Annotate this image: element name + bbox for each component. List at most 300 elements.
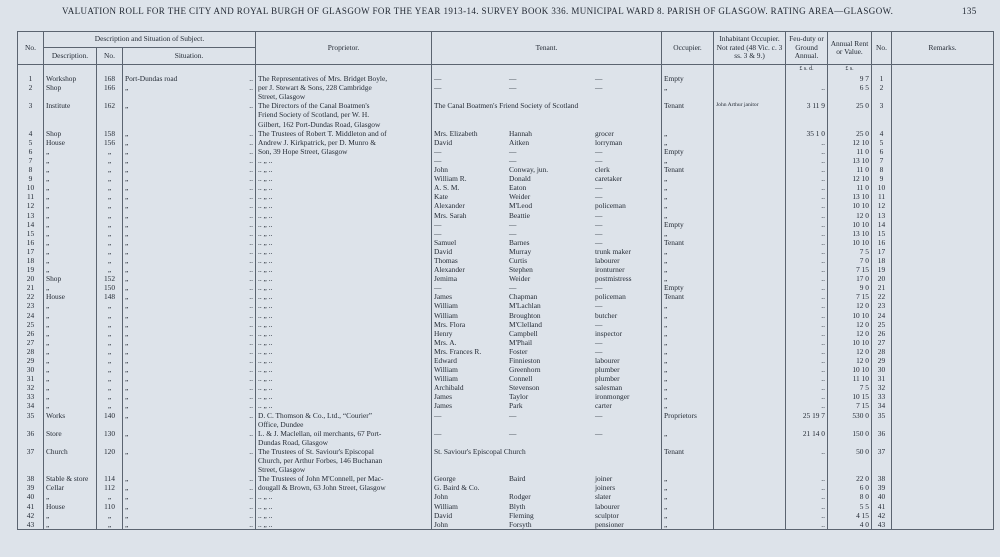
inhabitant-occupier-cell (714, 283, 786, 292)
street-number (97, 120, 123, 129)
entry-number: 17 (18, 247, 44, 256)
table-row (18, 211, 994, 220)
street-number (97, 110, 123, 119)
occupier-cell (662, 456, 714, 465)
entry-number-right: 36 (872, 429, 892, 438)
feu-duty-cell (786, 183, 828, 192)
table-row (18, 438, 994, 447)
proprietor-cell (256, 174, 432, 183)
tenant-surname: Weider (509, 274, 531, 284)
entry-number-right: 3 (872, 101, 892, 110)
tenant-cell (432, 265, 662, 274)
tenant-forename: Mrs. Sarah (434, 210, 467, 220)
leader-dots: .. (268, 319, 273, 329)
table-row (18, 429, 994, 438)
inhabitant-occupier-cell (714, 247, 786, 256)
street-number: „ (97, 147, 123, 156)
leader-dots: .. (249, 228, 253, 238)
tenant-cell (432, 465, 662, 474)
remarks-cell (892, 465, 994, 474)
tenant-forename: — (434, 155, 442, 165)
situation-cell (123, 511, 256, 520)
entry-number: 28 (18, 347, 44, 356)
leader-dots: .. (821, 246, 825, 256)
tenant-forename: G. Baird & Co. (434, 483, 480, 493)
tenant-occupation: labourer (595, 356, 620, 365)
situation-text: „ (125, 174, 129, 184)
entry-number: 2 (18, 83, 44, 92)
table-row (18, 147, 994, 156)
street-number: „ (97, 511, 123, 520)
proprietor-text: Office, Dundee (258, 419, 304, 429)
leader-dots (655, 383, 662, 392)
annual-rent-cell: 12 10 (828, 174, 872, 183)
inhabitant-occupier-cell (714, 183, 786, 192)
leader-dots: .. (249, 137, 253, 147)
leader-dots: .. (268, 201, 273, 211)
situation-cell (123, 174, 256, 183)
situation-cell (123, 201, 256, 210)
entry-number: 41 (18, 502, 44, 511)
table-row (18, 174, 994, 183)
remarks-cell (892, 392, 994, 401)
situation-text: „ (125, 401, 129, 411)
leader-dots: .. (821, 301, 825, 311)
description-cell: „ (44, 165, 97, 174)
remarks-cell (892, 274, 994, 283)
feu-duty-cell (786, 511, 828, 520)
feu-duty-value: 21 14 0 (802, 428, 825, 438)
leader-dots: .. (249, 483, 253, 493)
remarks-cell (892, 120, 994, 129)
situation-cell (123, 311, 256, 320)
col-number: No. (97, 48, 123, 65)
feu-duty-cell (786, 420, 828, 429)
remarks-cell (892, 429, 994, 438)
proprietor-text: .. „ (258, 501, 267, 511)
tenant-occupation: — (595, 192, 603, 202)
table-row (18, 383, 994, 392)
entry-number-right: 12 (872, 201, 892, 210)
tenant-occupation: — (595, 346, 603, 356)
entry-number-right: 20 (872, 274, 892, 283)
entry-number (18, 465, 44, 474)
tenant-occupation: ironmonger (595, 392, 630, 402)
situation-cell (123, 338, 256, 347)
description-cell: „ (44, 192, 97, 201)
situation-cell (123, 229, 256, 238)
leader-dots: .. (821, 328, 825, 338)
tenant-surname: — (509, 74, 517, 84)
entry-number: 12 (18, 201, 44, 210)
situation-text: „ (125, 165, 129, 175)
street-number: „ (97, 165, 123, 174)
entry-number: 27 (18, 338, 44, 347)
street-number: 130 (97, 429, 123, 438)
feu-duty-cell (786, 320, 828, 329)
street-number: „ (97, 192, 123, 201)
tenant-occupation: clerk (595, 165, 610, 175)
tenant-occupation: — (595, 219, 603, 229)
table-row (18, 338, 994, 347)
feu-duty-cell (786, 374, 828, 383)
feu-duty-cell (786, 129, 828, 138)
tenant-surname: M'Lachlan (509, 301, 541, 311)
inhabitant-occupier-cell (714, 511, 786, 520)
entry-number-right: 19 (872, 265, 892, 274)
street-number: „ (97, 347, 123, 356)
description-cell: „ (44, 156, 97, 165)
proprietor-text: D. C. Thomson & Co., Ltd., “Courier” (258, 410, 372, 420)
tenant-surname: — (509, 219, 517, 229)
tenant-cell (432, 92, 662, 101)
remarks-cell (892, 256, 994, 265)
feu-duty-cell (786, 465, 828, 474)
street-number: 140 (97, 411, 123, 420)
leader-dots (655, 256, 662, 265)
tenant-cell (432, 83, 662, 92)
situation-cell (123, 74, 256, 83)
situation-cell (123, 447, 256, 456)
inhabitant-occupier-cell (714, 392, 786, 401)
tenant-occupation: carter (595, 401, 612, 411)
street-number (97, 92, 123, 101)
situation-text: „ (125, 255, 129, 265)
feu-duty-cell (786, 274, 828, 283)
inhabitant-occupier-cell (714, 420, 786, 429)
remarks-cell (892, 147, 994, 156)
tenant-occupation: plumber (595, 365, 620, 375)
tenant-cell (432, 120, 662, 129)
occupier-cell: Tenant (662, 292, 714, 301)
annual-rent-cell (828, 120, 872, 129)
remarks-cell (892, 374, 994, 383)
feu-duty-value: 3 11 9 (806, 101, 825, 111)
leader-dots (655, 401, 662, 410)
description-cell: „ (44, 492, 97, 501)
table-row (18, 392, 994, 401)
entry-number-right: 29 (872, 356, 892, 365)
situation-cell (123, 456, 256, 465)
proprietor-cell (256, 483, 432, 492)
proprietor-text: .. „ (258, 346, 267, 356)
entry-number-right: 17 (872, 247, 892, 256)
tenant-surname: Stevenson (509, 383, 540, 393)
proprietor-text: Son, 39 Hope Street, Glasgow (258, 146, 348, 156)
inhabitant-occupier-cell (714, 229, 786, 238)
situation-cell (123, 165, 256, 174)
proprietor-text: .. „ (258, 310, 267, 320)
occupier-cell: „ (662, 365, 714, 374)
inhabitant-occupier-cell (714, 483, 786, 492)
leader-dots: .. (821, 155, 825, 165)
situation-text: „ (125, 519, 129, 529)
remarks-cell (892, 165, 994, 174)
feu-duty-cell (786, 338, 828, 347)
feu-duty-cell (786, 411, 828, 420)
tenant-cell (432, 365, 662, 374)
annual-rent-cell: 10 10 (828, 365, 872, 374)
leader-dots: .. (249, 165, 253, 175)
tenant-surname: Eaton (509, 183, 527, 193)
tenant-surname: Barnes (509, 237, 530, 247)
leader-dots: .. (268, 228, 273, 238)
leader-dots: .. (821, 383, 825, 393)
inhabitant-occupier-cell (714, 492, 786, 501)
tenant-occupation: pensioner (595, 519, 624, 529)
situation-cell (123, 483, 256, 492)
occupier-cell: „ (662, 429, 714, 438)
leader-dots: .. (249, 192, 253, 202)
tenant-cell (432, 156, 662, 165)
proprietor-text: .. „ (258, 228, 267, 238)
tenant-cell (432, 183, 662, 192)
table-row (18, 220, 994, 229)
street-number: „ (97, 238, 123, 247)
table-row (18, 92, 994, 101)
tenant-forename: Samuel (434, 237, 457, 247)
leader-dots: .. (249, 74, 253, 84)
tenant-forename: Archibald (434, 383, 464, 393)
table-row (18, 456, 994, 465)
tenant-surname: Chapman (509, 292, 538, 302)
remarks-cell (892, 383, 994, 392)
feu-duty-cell (786, 110, 828, 119)
street-number: „ (97, 256, 123, 265)
entry-number: 25 (18, 320, 44, 329)
annual-rent-cell: 530 0 (828, 411, 872, 420)
leader-dots: .. (821, 446, 825, 456)
tenant-cell (432, 220, 662, 229)
proprietor-text: .. „ (258, 401, 267, 411)
proprietor-cell (256, 420, 432, 429)
annual-rent-cell: 10 10 (828, 238, 872, 247)
proprietor-cell (256, 301, 432, 310)
occupier-cell: „ (662, 274, 714, 283)
tenant-occupation: joiners (595, 483, 616, 493)
annual-rent-cell: 6 5 (828, 83, 872, 92)
situation-text: Port-Dundas road (125, 74, 178, 84)
feu-duty-cell (786, 220, 828, 229)
tenant-cell (432, 456, 662, 465)
remarks-cell (892, 411, 994, 420)
inhabitant-occupier-cell (714, 138, 786, 147)
description-cell: Church (44, 447, 97, 456)
remarks-cell (892, 420, 994, 429)
situation-cell (123, 101, 256, 110)
remarks-cell (892, 338, 994, 347)
description-cell: „ (44, 220, 97, 229)
tenant-occupation: — (595, 428, 603, 438)
entry-number: 16 (18, 238, 44, 247)
proprietor-text: The Trustees of Robert T. Middleton and of (258, 128, 387, 138)
leader-dots (655, 502, 662, 511)
entry-number-right: 42 (872, 511, 892, 520)
description-cell: „ (44, 183, 97, 192)
proprietor-cell (256, 492, 432, 501)
leader-dots (655, 311, 662, 320)
feu-duty-cell (786, 392, 828, 401)
entry-number-right: 40 (872, 492, 892, 501)
leader-dots: .. (268, 210, 273, 220)
tenant-forename: — (434, 228, 442, 238)
description-cell (44, 420, 97, 429)
proprietor-text: dougall & Brown, 63 John Street, Glasgow (258, 483, 386, 493)
description-cell: „ (44, 238, 97, 247)
situation-text: „ (125, 155, 129, 165)
leader-dots: .. (268, 501, 273, 511)
leader-dots: .. (249, 401, 253, 411)
tenant-occupation: salesman (595, 383, 623, 393)
leader-dots: .. (249, 146, 253, 156)
tenant-occupation: sculptor (595, 510, 619, 520)
page-title: VALUATION ROLL FOR THE CITY AND ROYAL BURGH OF GLASGOW FOR THE YEAR 1913-14. SURVEY BOOK 336. MUNICIPAL WARD 8. PARISH OF GLASGOW. RATING AREA—GLASGOW. (62, 6, 894, 16)
proprietor-text: Friend Society of Scotland, per W. H. (258, 110, 370, 120)
situation-text: „ (125, 319, 129, 329)
leader-dots: .. (268, 365, 273, 375)
situation-cell (123, 129, 256, 138)
proprietor-cell (256, 474, 432, 483)
remarks-cell (892, 238, 994, 247)
tenant-surname: Weider (509, 192, 531, 202)
annual-rent-cell (828, 92, 872, 101)
tenant-forename: Jemima (434, 274, 457, 284)
tenant-occupation: postmistress (595, 274, 632, 284)
tenant-occupation: — (595, 237, 603, 247)
situation-cell (123, 392, 256, 401)
table-row (18, 447, 994, 456)
inhabitant-occupier-cell (714, 192, 786, 201)
feu-duty-cell (786, 283, 828, 292)
entry-number-right: 15 (872, 229, 892, 238)
occupier-cell: Tenant (662, 447, 714, 456)
leader-dots: .. (821, 510, 825, 520)
tenant-surname: Hannah (509, 128, 532, 138)
situation-cell (123, 120, 256, 129)
occupier-cell (662, 465, 714, 474)
tenant-cell (432, 147, 662, 156)
street-number: „ (97, 329, 123, 338)
tenant-surname: — (509, 228, 517, 238)
table-row (18, 283, 994, 292)
feu-duty-cell (786, 211, 828, 220)
annual-rent-cell: 12 0 (828, 211, 872, 220)
tenant-cell (432, 447, 662, 456)
tenant-cell (432, 101, 662, 110)
annual-rent-cell: 10 15 (828, 392, 872, 401)
remarks-cell (892, 401, 994, 410)
entry-number: 15 (18, 229, 44, 238)
tenant-cell (432, 247, 662, 256)
feu-duty-cell (786, 74, 828, 83)
tenant-cell (432, 502, 662, 511)
entry-number: 38 (18, 474, 44, 483)
tenant-forename: Alexander (434, 201, 465, 211)
tenant-forename: James (434, 401, 453, 411)
tenant-surname: — (509, 410, 517, 420)
tenant-cell (432, 292, 662, 301)
tenant-surname: Aitken (509, 137, 530, 147)
annual-rent-cell: 12 0 (828, 347, 872, 356)
inhabitant-occupier-cell (714, 292, 786, 301)
leader-dots: .. (821, 83, 825, 93)
entry-number-right: 28 (872, 347, 892, 356)
col-situation: Situation. (123, 48, 256, 65)
entry-number: 14 (18, 220, 44, 229)
tenant-cell (432, 129, 662, 138)
leader-dots: .. (249, 446, 253, 456)
situation-text: „ (125, 492, 129, 502)
entry-number-right: 8 (872, 165, 892, 174)
leader-dots: .. (268, 374, 273, 384)
leader-dots (655, 511, 662, 520)
leader-dots: .. (268, 328, 273, 338)
col-description: Description. (44, 48, 97, 65)
tenant-surname: Conway, jun. (509, 165, 549, 175)
leader-dots (655, 247, 662, 256)
tenant-cell (432, 420, 662, 429)
tenant-occupation: caretaker (595, 174, 623, 184)
annual-rent-cell: 13 10 (828, 156, 872, 165)
occupier-cell: Tenant (662, 165, 714, 174)
inhabitant-occupier-cell (714, 201, 786, 210)
situation-text: „ (125, 128, 129, 138)
inhabitant-occupier-cell (714, 129, 786, 138)
leader-dots: .. (249, 274, 253, 284)
leader-dots: .. (821, 219, 825, 229)
leader-dots: .. (249, 219, 253, 229)
tenant-forename: William (434, 365, 458, 375)
occupier-cell: „ (662, 401, 714, 410)
situation-text: „ (125, 483, 129, 493)
tenant-forename: Alexander (434, 265, 465, 275)
leader-dots (655, 492, 662, 501)
description-cell: „ (44, 374, 97, 383)
annual-rent-cell: 8 0 (828, 492, 872, 501)
entry-number: 7 (18, 156, 44, 165)
description-cell: Shop (44, 274, 97, 283)
situation-text: „ (125, 383, 129, 393)
table-row (18, 492, 994, 501)
situation-cell (123, 320, 256, 329)
leader-dots: .. (268, 519, 273, 529)
proprietor-cell (256, 283, 432, 292)
tenant-forename: Edward (434, 356, 457, 365)
proprietor-cell (256, 201, 432, 210)
annual-rent-cell: 12 0 (828, 320, 872, 329)
proprietor-text: .. „ (258, 356, 267, 365)
feu-duty-cell (786, 156, 828, 165)
tenant-cell (432, 401, 662, 410)
street-number: 152 (97, 274, 123, 283)
entry-number: 40 (18, 492, 44, 501)
entry-number-right: 1 (872, 74, 892, 83)
feu-duty-cell (786, 492, 828, 501)
table-row (18, 311, 994, 320)
proprietor-cell (256, 247, 432, 256)
tenant-forename: Mrs. Frances R. (434, 346, 482, 356)
situation-cell (123, 329, 256, 338)
situation-cell (123, 283, 256, 292)
proprietor-text: .. „ (258, 174, 267, 184)
tenant-name: St. Saviour's Episcopal Church (434, 446, 526, 456)
occupier-cell: „ (662, 211, 714, 220)
leader-dots: .. (821, 365, 825, 375)
proprietor-cell (256, 411, 432, 420)
inhabitant-occupier-cell (714, 502, 786, 511)
leader-dots: .. (821, 501, 825, 511)
tenant-occupation: — (595, 183, 603, 193)
